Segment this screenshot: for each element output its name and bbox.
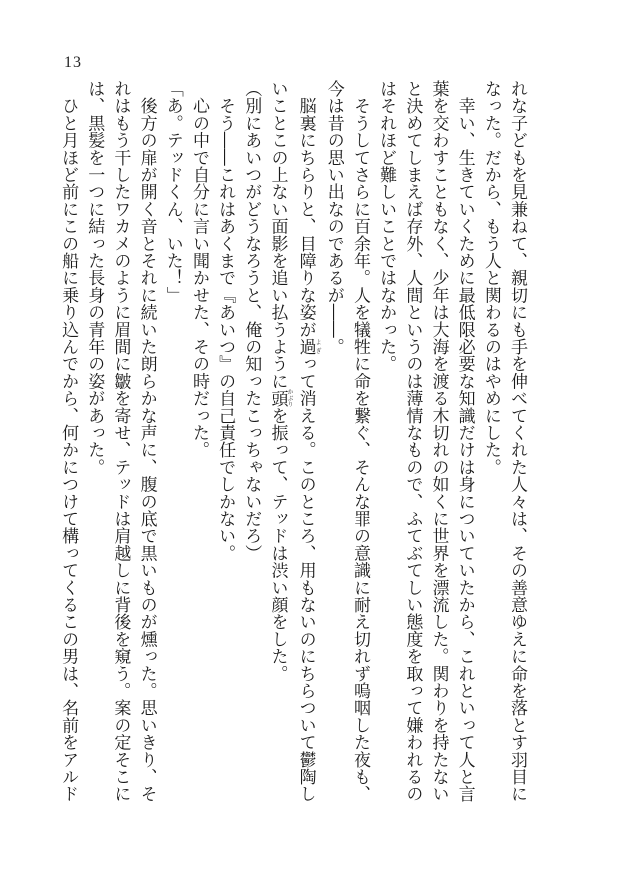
text-line: はそれほど難しいことではなかった。 [376, 80, 397, 373]
body-text [60, 80, 530, 840]
text-line: 葉を交わすこともなく、少年は大海を渡る木切れの如くに世界を漂流した。関わりを持たない [428, 80, 449, 803]
text-line: 幸い、生きていくために最低限必要な知識だけは身についていたから、これといって人と言 [454, 80, 475, 803]
text-line: れはもう干したワカメのように眉間に皺を寄せ、テッドは肩越しに背後を窺う。案の定そこに [110, 80, 131, 803]
text-line: 今は昔の思い出なのであるが――。 [323, 80, 344, 356]
text-line: れな子どもを見兼ねて、親切にも手を伸べてくれた人々は、その善意ゆえに命を落とす羽目に [507, 80, 527, 803]
text-line: 後方の扉が開く音とそれに続いた朗らかな声に、腹の底で黒いものが燻った。思いきり、そ [136, 80, 157, 803]
text-line: そうしてさらに百余年。人を犠牲に命を繋ぐ、そんな罪の意識に耐え切れず嗚咽した夜も、 [349, 80, 370, 803]
text-line: なった。だから、もう人と関わるのはやめにした。 [480, 80, 501, 476]
ruby-word: 頭かぶり [267, 388, 293, 408]
text-line: （別にあいつがどうなろうと、俺の知ったこっちゃないだろ） [241, 80, 262, 562]
text-line: 心の中で自分に言い聞かせた、その時だった。 [188, 80, 209, 459]
text-line: 「あ。テッドくん、いた！」 [162, 80, 183, 304]
text-line-with-ruby: いことこの上ない面影を追い払うように頭かぶりを振って、テッドは渋い顔をした。 [267, 80, 293, 683]
page-number: 13 [64, 54, 82, 71]
ruby-annotation: かぶり [285, 388, 293, 408]
ruby-word: 過よぎ [295, 338, 322, 356]
ruby-annotation: よぎ [314, 338, 322, 356]
text-line: と決めてしまえば存外、人間というのは薄情なもので、ふてぶてしい態度を取って嫌われるの [402, 80, 423, 803]
text-line: そう――これはあくまで『あいつ』の自己責任でしかない。 [215, 80, 236, 562]
text-line-with-ruby: 脳裏にちらりと、目障りな姿が過よぎって消える。このところ、用もないのにちらついて鬱陶し [295, 80, 322, 803]
text-line: ひと月ほど前にこの船に乗り込んでから、何かにつけて構ってくるこの男は、名前をアルド [58, 80, 79, 803]
text-line: は、黒髪を一つに結った長身の青年の姿があった。 [84, 80, 105, 476]
